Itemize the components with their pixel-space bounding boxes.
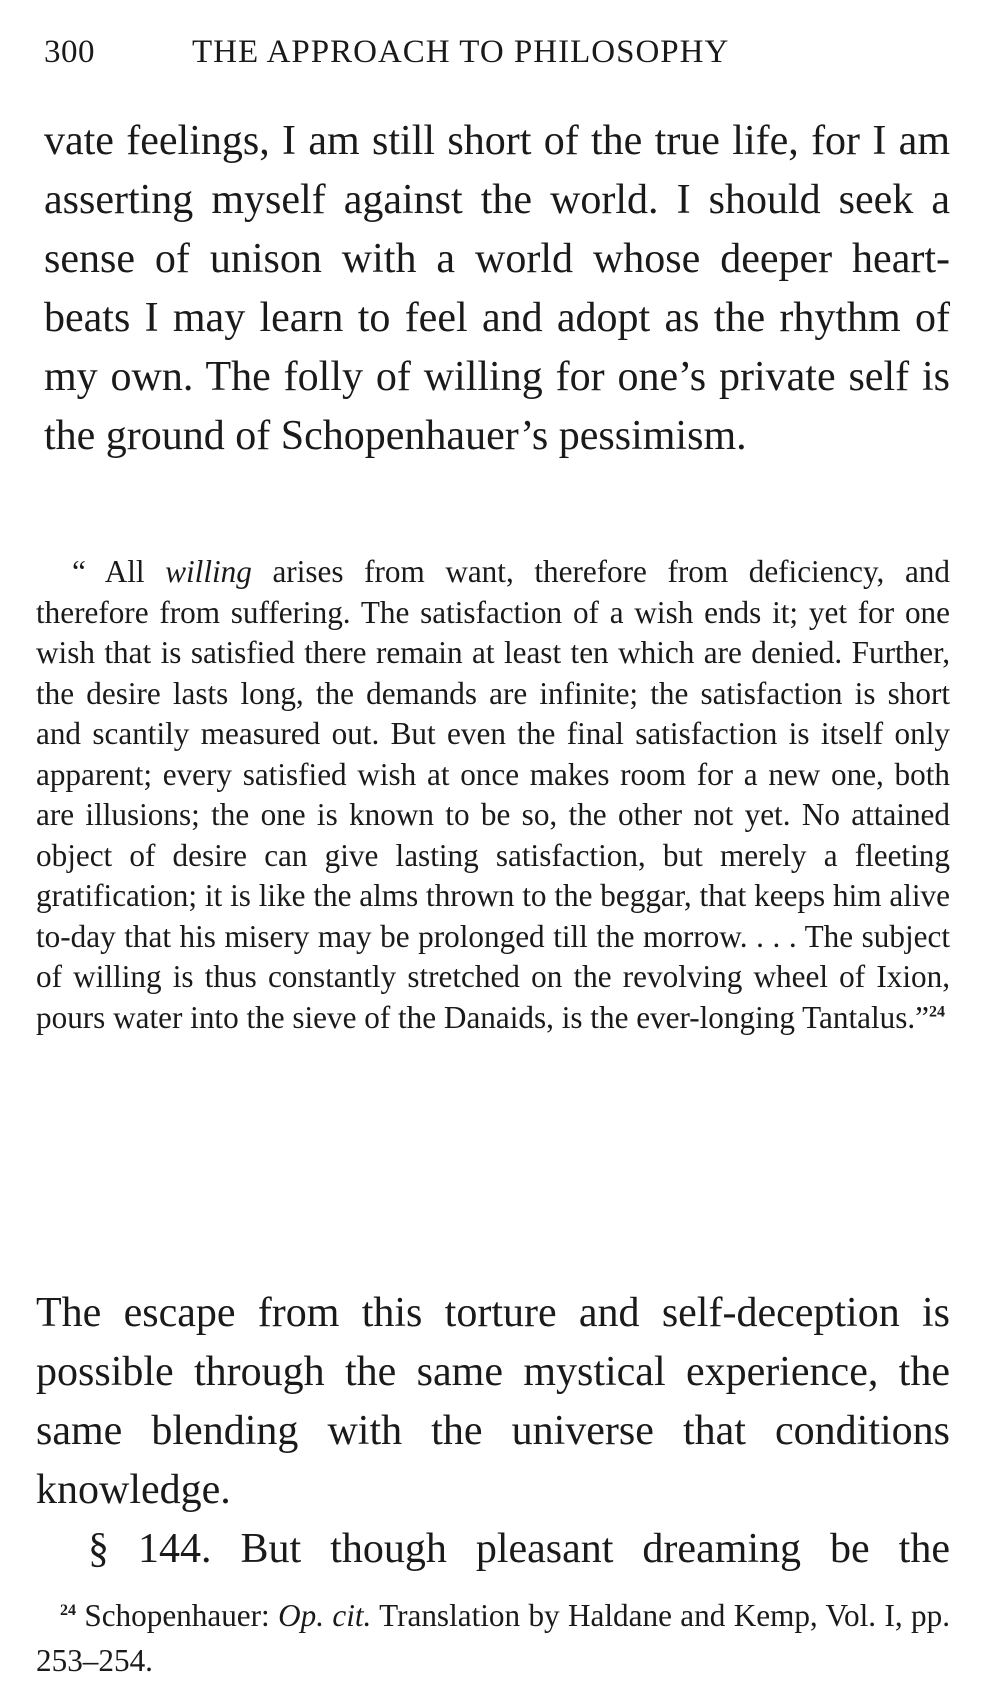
footnote-work: Op. cit. [278, 1598, 372, 1633]
page-header [44, 34, 944, 84]
block-quote [36, 552, 950, 1038]
footnote-author: Schopenhauer: [76, 1598, 279, 1633]
footnote [36, 1593, 950, 1683]
footnote-text: Translation by Haldane and Kemp, Vol. I, pp. 253–254. [36, 1598, 950, 1678]
footnote-marker: 24 [60, 1601, 76, 1619]
quote-text: arises from want, therefore from deficiency, and therefore from suffering. The satisfaction of a wish ends it; yet for one wish that is satisfied there remain at least ten which are denied. Further, the desire lasts long, the demands are infinite; the satisfaction is short and scantily measured out. But even the final satisfaction is itself only apparent; every satisfied wish at once makes room for a new one, both are illusions; the one is known to be so, the other not yet. No attained object of desire can give lasting satisfaction, but merely a fleeting gratification; it is like the alms thrown to the beggar, that keeps him alive to-day that his misery may be prolonged till the morrow. . . . The subject of willing is thus constantly stretched on the revolving wheel of Ixion, pours water into the sieve of the Danaids, is the ever-longing Tantalus.” [36, 554, 950, 1035]
paragraph-escape: The escape from this torture and self-deception is possible through the same mystical experience, the same blending with the universe that conditions knowledge. [36, 1290, 950, 1513]
footnote-reference: 24 [929, 1003, 946, 1021]
page-number: 300 [44, 34, 95, 70]
quote-open: “ All [72, 554, 166, 589]
quote-emphasis: willing [165, 554, 252, 589]
paragraph-continued: vate feelings, I am still short of the true life, for I am asserting myself against the world. I should seek a sense of unison with a world whose deeper heart-beats I may learn to feel and adopt as the rhythm of my own. The folly of willing for one’s private self is the ground of Schopenhauer’s pessimism. [44, 118, 950, 459]
running-title: THE APPROACH TO PHILOSOPHY [192, 34, 730, 70]
section-144-text: § 144. But though pleasant dreaming be the [88, 1526, 950, 1572]
